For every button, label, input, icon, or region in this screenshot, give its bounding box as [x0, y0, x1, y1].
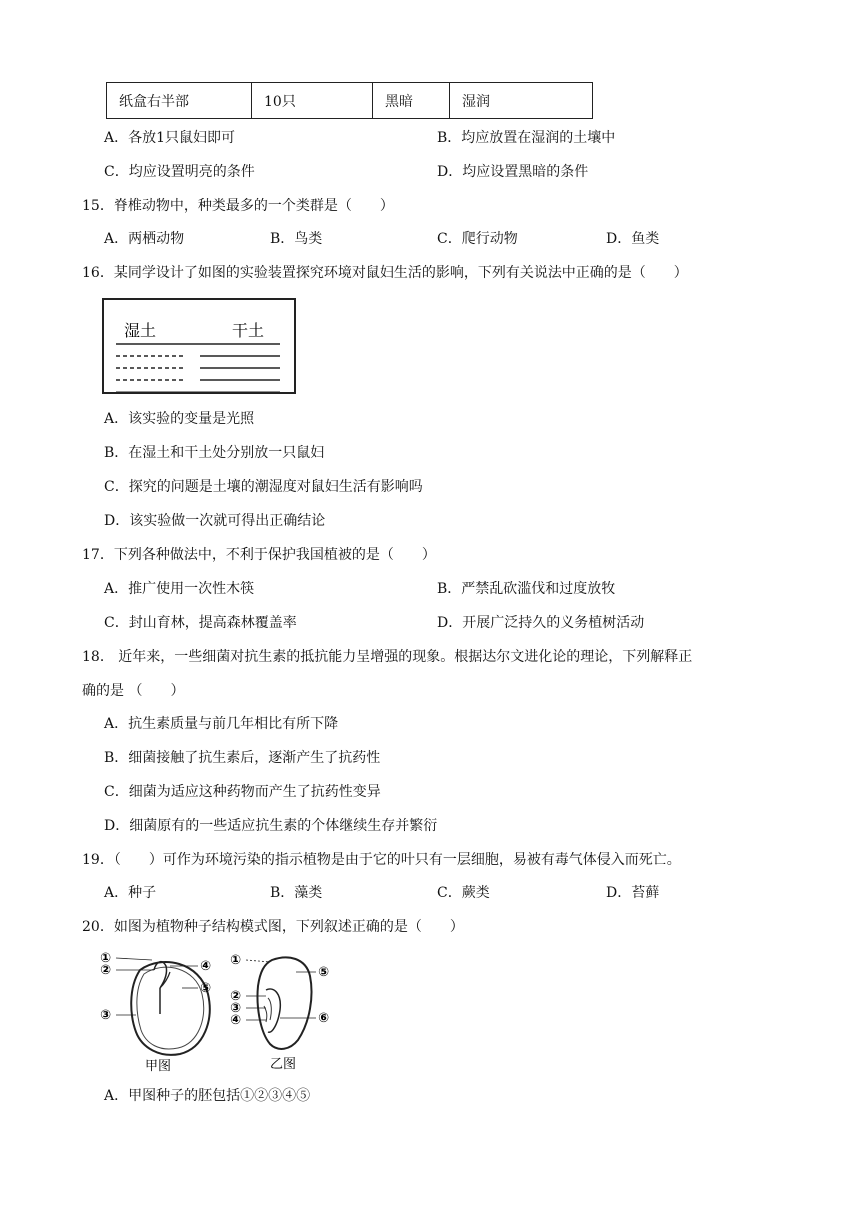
fig2-label-5: ⑤ — [318, 965, 330, 980]
bean-seed-figure — [100, 948, 220, 1073]
q15-option-d: D．鱼类 — [606, 231, 660, 247]
q17-option-d: D．开展广泛持久的义务植树活动 — [437, 615, 645, 631]
table-row — [107, 83, 593, 119]
fig2-label-4: ④ — [230, 1013, 242, 1028]
dry-soil-label: 干土 — [232, 321, 265, 340]
q14-option-c: C．均应设置明亮的条件 — [104, 164, 255, 180]
q14-option-b: B．均应放置在湿润的土壤中 — [437, 130, 616, 146]
q16-option-c: C．探究的问题是土壤的潮湿度对鼠妇生活有影响吗 — [104, 479, 423, 495]
q19-stem: 19．（ ）可作为环境污染的指示植物是由于它的叶只有一层细胞，易被有毒气体侵入而死亡。 — [82, 852, 681, 868]
q19-option-c: C．蕨类 — [437, 885, 490, 901]
fig2-label-1: ① — [230, 953, 242, 968]
fig1-label-1: ① — [100, 951, 112, 966]
table-cell: 湿润 — [450, 83, 593, 119]
q16-stem: 16．某同学设计了如图的实验装置探究环境对鼠妇生活的影响，下列有关说法中正确的是（ ） — [82, 265, 688, 281]
fig1-label-4: ④ — [200, 959, 212, 974]
fig2-label-2: ② — [230, 989, 242, 1004]
table-cell: 纸盒右半部 — [107, 83, 252, 119]
q19-option-d: D．苔藓 — [606, 885, 660, 901]
fig1-caption: 甲图 — [145, 1059, 172, 1073]
q17-option-b: B．严禁乱砍滥伐和过度放牧 — [437, 581, 616, 597]
q17-stem: 17．下列各种做法中，不利于保护我国植被的是（ ） — [82, 547, 436, 563]
q19-option-b: B．藻类 — [270, 885, 323, 901]
q16-option-d: D．该实验做一次就可得出正确结论 — [104, 513, 326, 529]
fig2-caption: 乙图 — [270, 1057, 297, 1072]
fig1-label-5: ⑤ — [200, 981, 212, 996]
fig1-label-2: ② — [100, 963, 112, 978]
soil-experiment-figure — [100, 296, 300, 396]
q18-stem-continued: 确的是 （ ） — [82, 683, 185, 699]
q15-option-c: C．爬行动物 — [437, 231, 518, 247]
q15-option-a: A．两栖动物 — [104, 231, 185, 247]
q17-option-a: A．推广使用一次性木筷 — [104, 581, 255, 597]
q18-stem: 18． 近年来，一些细菌对抗生素的抵抗能力呈增强的现象。根据达尔文进化论的理论，下列解释正 — [82, 649, 693, 665]
q15-option-b: B．鸟类 — [270, 231, 323, 247]
q16-option-a: A．该实验的变量是光照 — [104, 411, 255, 427]
q15-stem: 15．脊椎动物中，种类最多的一个类群是（ ） — [82, 198, 394, 214]
experiment-table — [106, 82, 593, 119]
fig2-label-3: ③ — [230, 1001, 242, 1016]
table-cell: 10只 — [252, 83, 373, 119]
q20-stem: 20．如图为植物种子结构模式图，下列叙述正确的是（ ） — [82, 919, 464, 935]
table-cell: 黑暗 — [373, 83, 450, 119]
q20-option-a: A．甲图种子的胚包括①②③④⑤ — [104, 1088, 311, 1104]
q18-option-d: D．细菌原有的一些适应抗生素的个体继续生存并繁衍 — [104, 818, 438, 834]
q14-option-a: A．各放1只鼠妇即可 — [104, 130, 236, 146]
q18-option-a: A．抗生素质量与前几年相比有所下降 — [104, 716, 339, 732]
fig2-label-6: ⑥ — [318, 1011, 330, 1026]
q17-option-c: C．封山育林，提高森林覆盖率 — [104, 615, 297, 631]
fig1-label-3: ③ — [100, 1008, 112, 1023]
q18-option-b: B．细菌接触了抗生素后，逐渐产生了抗药性 — [104, 750, 381, 766]
corn-seed-figure — [230, 950, 345, 1072]
q16-option-b: B．在湿土和干土处分别放一只鼠妇 — [104, 445, 325, 461]
q14-option-d: D．均应设置黑暗的条件 — [437, 164, 589, 180]
q18-option-c: C．细菌为适应这种药物而产生了抗药性变异 — [104, 784, 381, 800]
wet-soil-label: 湿土 — [124, 321, 157, 340]
q19-option-a: A．种子 — [104, 885, 157, 901]
